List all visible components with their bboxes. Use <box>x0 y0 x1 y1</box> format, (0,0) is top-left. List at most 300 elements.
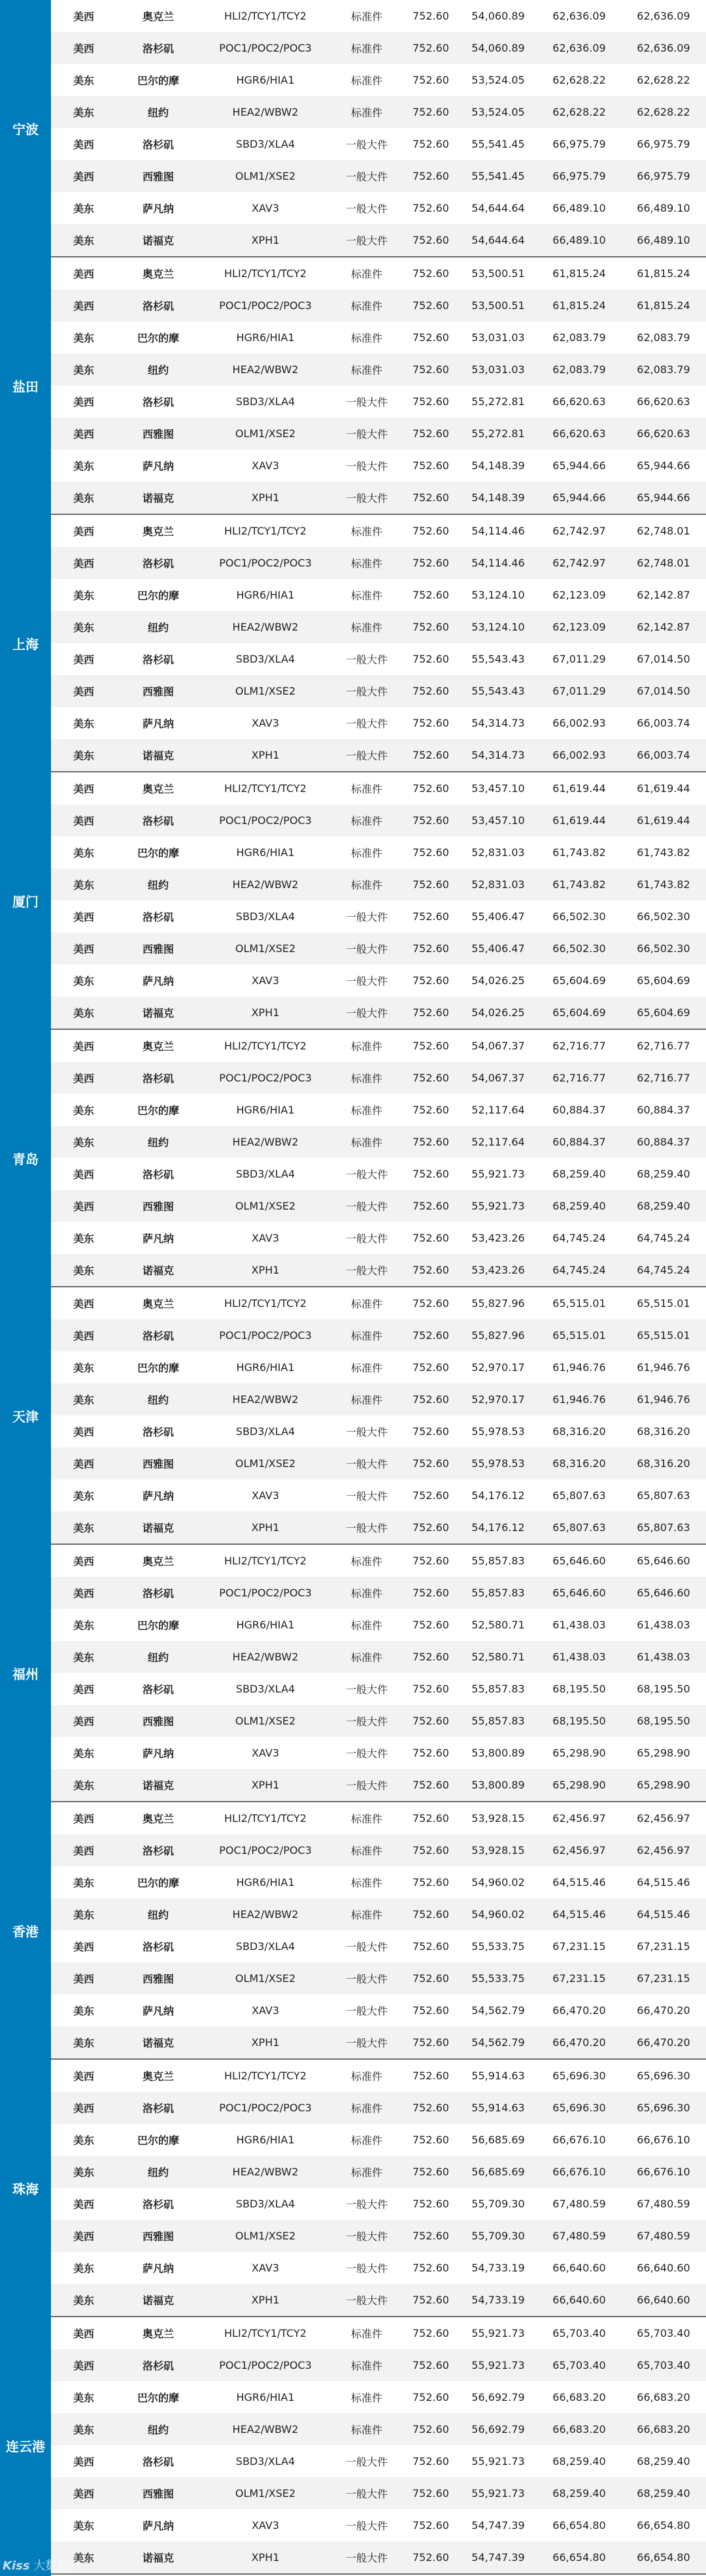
price-c-cell: 62,142.87 <box>637 621 690 633</box>
destination-cell: 纽约 <box>147 1651 169 1664</box>
container-type-cell: 标准件 <box>350 847 382 859</box>
price-a-cell: 55,543.43 <box>471 685 525 697</box>
destination-cell: 奥克兰 <box>142 1040 174 1053</box>
price-c-cell: 62,456.97 <box>637 1844 690 1857</box>
watermark-mark: Kiss <box>3 2559 30 2573</box>
price-c-cell: 66,654.80 <box>637 2519 690 2532</box>
container-type-cell: 标准件 <box>350 1555 382 1568</box>
rate-rows <box>51 1802 706 2058</box>
route-code-cell: HGR6/HIA1 <box>236 2391 295 2403</box>
destination-cell: 纽约 <box>147 1136 169 1149</box>
price-b-cell: 65,298.90 <box>552 1779 606 1791</box>
route-code-cell: POC1/POC2/POC3 <box>219 42 312 54</box>
price-c-cell: 66,683.20 <box>637 2391 690 2403</box>
price-a-cell: 54,314.73 <box>471 749 525 761</box>
container-type-cell: 标准件 <box>350 364 382 376</box>
base-fee-cell: 752.60 <box>412 1200 449 1212</box>
route-code-cell: XPH1 <box>251 234 280 246</box>
route-cell: 美东 <box>73 107 94 119</box>
price-a-cell: 54,747.39 <box>471 2519 525 2532</box>
price-b-cell: 65,696.30 <box>552 2102 606 2114</box>
rate-rows <box>51 0 706 256</box>
destination-cell: 洛杉矶 <box>142 1587 174 1600</box>
price-a-cell: 55,914.63 <box>471 2102 525 2114</box>
price-a-cell: 54,148.39 <box>471 459 525 472</box>
route-cell: 美东 <box>73 1490 94 1502</box>
container-type-cell: 一般大件 <box>345 1490 388 1502</box>
rate-rows <box>51 1545 706 1801</box>
price-b-cell: 61,438.03 <box>552 1619 606 1631</box>
price-c-cell: 65,944.66 <box>637 491 690 504</box>
route-code-cell: HEA2/WBW2 <box>232 1908 299 1921</box>
price-b-cell: 68,259.40 <box>552 2455 606 2468</box>
destination-cell: 西雅图 <box>142 1715 174 1728</box>
price-b-cell: 62,456.97 <box>552 1844 606 1857</box>
table-row <box>51 0 706 32</box>
port-label: 盐田 <box>0 257 51 514</box>
table-row <box>51 2092 706 2124</box>
route-cell: 美西 <box>73 300 94 312</box>
base-fee-cell: 752.60 <box>412 395 449 408</box>
route-cell: 美西 <box>73 1426 94 1438</box>
base-fee-cell: 752.60 <box>412 2519 449 2532</box>
route-code-cell: HEA2/WBW2 <box>232 2423 299 2436</box>
port-label: 上海 <box>0 515 51 771</box>
price-a-cell: 54,644.64 <box>471 234 525 246</box>
base-fee-cell: 752.60 <box>412 2423 449 2436</box>
destination-cell: 洛杉矶 <box>142 557 174 570</box>
price-c-cell: 65,696.30 <box>637 2102 690 2114</box>
price-c-cell: 64,745.24 <box>637 1264 690 1276</box>
price-b-cell: 66,683.20 <box>552 2423 606 2436</box>
route-code-cell: HEA2/WBW2 <box>232 1136 299 1148</box>
route-code-cell: HLI2/TCY1/TCY2 <box>224 1040 307 1052</box>
port-label: 连云港 <box>0 2317 51 2573</box>
price-b-cell: 62,742.97 <box>552 525 606 537</box>
base-fee-cell: 752.60 <box>412 782 449 795</box>
price-b-cell: 66,676.10 <box>552 2134 606 2146</box>
price-b-cell: 66,975.79 <box>552 170 606 182</box>
route-cell: 美西 <box>73 1330 94 1342</box>
price-a-cell: 54,960.02 <box>471 1876 525 1889</box>
price-b-cell: 66,975.79 <box>552 138 606 150</box>
route-code-cell: POC1/POC2/POC3 <box>219 299 312 312</box>
base-fee-cell: 752.60 <box>412 2036 449 2049</box>
price-c-cell: 61,743.82 <box>637 846 690 859</box>
price-b-cell: 65,515.01 <box>552 1297 606 1310</box>
container-type-cell: 标准件 <box>350 2328 382 2340</box>
route-cell: 美西 <box>73 428 94 440</box>
table-row <box>51 804 706 836</box>
destination-cell: 诺福克 <box>142 1007 174 1019</box>
base-fee-cell: 752.60 <box>412 1587 449 1599</box>
price-b-cell: 65,807.63 <box>552 1489 606 1502</box>
price-a-cell: 55,921.73 <box>471 1200 525 1212</box>
price-a-cell: 54,733.19 <box>471 2262 525 2274</box>
destination-cell: 洛杉矶 <box>142 1426 174 1438</box>
table-row <box>51 289 706 322</box>
price-c-cell: 66,620.63 <box>637 427 690 440</box>
base-fee-cell: 752.60 <box>412 2102 449 2114</box>
price-a-cell: 54,733.19 <box>471 2294 525 2306</box>
route-cell: 美西 <box>73 2230 94 2243</box>
price-b-cell: 60,884.37 <box>552 1136 606 1148</box>
route-code-cell: OLM1/XSE2 <box>235 2487 296 2500</box>
container-type-cell: 标准件 <box>350 332 382 344</box>
destination-cell: 洛杉矶 <box>142 300 174 312</box>
container-type-cell: 标准件 <box>350 1040 382 1053</box>
price-b-cell: 68,195.50 <box>552 1683 606 1695</box>
table-row <box>51 900 706 933</box>
route-code-cell: XPH1 <box>251 749 280 761</box>
container-type-cell: 一般大件 <box>345 911 388 923</box>
route-cell: 美东 <box>73 235 94 247</box>
price-c-cell: 61,815.24 <box>637 299 690 312</box>
route-code-cell: HGR6/HIA1 <box>236 2134 295 2146</box>
port-label: 香港 <box>0 1802 51 2058</box>
table-row <box>51 2156 706 2188</box>
price-b-cell: 68,316.20 <box>552 1457 606 1470</box>
table-row <box>51 1447 706 1479</box>
table-row <box>51 1962 706 1994</box>
base-fee-cell: 752.60 <box>412 1747 449 1759</box>
price-c-cell: 68,259.40 <box>637 2455 690 2468</box>
price-c-cell: 66,003.74 <box>637 717 690 729</box>
price-c-cell: 66,470.20 <box>637 2036 690 2049</box>
base-fee-cell: 752.60 <box>412 814 449 827</box>
price-a-cell: 52,580.71 <box>471 1651 525 1663</box>
route-cell: 美西 <box>73 557 94 570</box>
route-cell: 美东 <box>73 1104 94 1117</box>
container-type-cell: 标准件 <box>350 74 382 87</box>
price-c-cell: 61,946.76 <box>637 1361 690 1374</box>
table-row <box>51 450 706 482</box>
destination-cell: 巴尔的摩 <box>137 1104 179 1117</box>
table-row <box>51 611 706 643</box>
base-fee-cell: 752.60 <box>412 10 449 22</box>
route-cell: 美东 <box>73 1779 94 1792</box>
base-fee-cell: 752.60 <box>412 459 449 472</box>
route-cell: 美东 <box>73 621 94 634</box>
container-type-cell: 标准件 <box>350 1104 382 1117</box>
price-b-cell: 66,489.10 <box>552 234 606 246</box>
destination-cell: 西雅图 <box>142 943 174 955</box>
price-a-cell: 53,500.51 <box>471 299 525 312</box>
route-code-cell: HGR6/HIA1 <box>236 74 295 86</box>
route-cell: 美东 <box>73 2552 94 2564</box>
route-code-cell: HEA2/WBW2 <box>232 1651 299 1663</box>
container-type-cell: 标准件 <box>350 2166 382 2179</box>
base-fee-cell: 752.60 <box>412 1425 449 1438</box>
table-row <box>51 1126 706 1158</box>
destination-cell: 西雅图 <box>142 685 174 698</box>
route-code-cell: XPH1 <box>251 1006 280 1019</box>
price-a-cell: 55,709.30 <box>471 2198 525 2210</box>
price-b-cell: 66,620.63 <box>552 427 606 440</box>
price-a-cell: 53,124.10 <box>471 589 525 601</box>
price-c-cell: 66,502.30 <box>637 942 690 955</box>
route-cell: 美东 <box>73 718 94 730</box>
base-fee-cell: 752.60 <box>412 1812 449 1825</box>
route-cell: 美东 <box>73 879 94 891</box>
price-c-cell: 60,884.37 <box>637 1136 690 1148</box>
route-cell: 美东 <box>73 1522 94 1534</box>
container-type-cell: 标准件 <box>350 1909 382 1921</box>
price-b-cell: 61,438.03 <box>552 1651 606 1663</box>
destination-cell: 洛杉矶 <box>142 1072 174 1085</box>
price-b-cell: 67,231.15 <box>552 1972 606 1985</box>
price-c-cell: 65,696.30 <box>637 2070 690 2082</box>
container-type-cell: 一般大件 <box>345 975 388 987</box>
price-b-cell: 66,470.20 <box>552 2004 606 2017</box>
price-c-cell: 62,628.22 <box>637 74 690 86</box>
route-code-cell: XAV3 <box>251 1232 279 1244</box>
destination-cell: 诺福克 <box>142 235 174 247</box>
route-cell: 美西 <box>73 42 94 55</box>
destination-cell: 巴尔的摩 <box>137 589 179 602</box>
base-fee-cell: 752.60 <box>412 1361 449 1374</box>
table-row <box>51 1511 706 1544</box>
price-a-cell: 54,026.25 <box>471 1006 525 1019</box>
container-type-cell: 标准件 <box>350 525 382 538</box>
table-row <box>51 1737 706 1769</box>
destination-cell: 萨凡纳 <box>142 203 174 215</box>
table-row <box>51 2317 706 2349</box>
price-b-cell: 61,743.82 <box>552 878 606 891</box>
price-b-cell: 61,815.24 <box>552 299 606 312</box>
container-type-cell: 一般大件 <box>345 2488 388 2500</box>
price-b-cell: 65,696.30 <box>552 2070 606 2082</box>
port-group <box>12 515 706 772</box>
price-a-cell: 54,562.79 <box>471 2004 525 2017</box>
price-c-cell: 66,640.60 <box>637 2262 690 2274</box>
route-cell: 美东 <box>73 74 94 87</box>
price-a-cell: 55,857.83 <box>471 1555 525 1567</box>
route-code-cell: SBD3/XLA4 <box>235 2198 295 2210</box>
table-row <box>51 1222 706 1254</box>
route-code-cell: HEA2/WBW2 <box>232 363 299 376</box>
price-c-cell: 62,083.79 <box>637 331 690 344</box>
base-fee-cell: 752.60 <box>412 1940 449 1953</box>
container-type-cell: 一般大件 <box>345 2230 388 2243</box>
base-fee-cell: 752.60 <box>412 2004 449 2017</box>
price-b-cell: 62,636.09 <box>552 42 606 54</box>
base-fee-cell: 752.60 <box>412 1715 449 1727</box>
route-cell: 美东 <box>73 2424 94 2436</box>
route-cell: 美东 <box>73 750 94 762</box>
table-row <box>51 2220 706 2252</box>
base-fee-cell: 752.60 <box>412 1232 449 1244</box>
route-cell: 美西 <box>73 1715 94 1728</box>
table-row <box>51 386 706 418</box>
base-fee-cell: 752.60 <box>412 2198 449 2210</box>
price-b-cell: 65,604.69 <box>552 1006 606 1019</box>
container-type-cell: 标准件 <box>350 879 382 891</box>
route-cell: 美东 <box>73 1136 94 1149</box>
price-a-cell: 55,543.43 <box>471 653 525 665</box>
price-c-cell: 67,480.59 <box>637 2198 690 2210</box>
base-fee-cell: 752.60 <box>412 2455 449 2468</box>
price-b-cell: 61,946.76 <box>552 1393 606 1406</box>
price-b-cell: 65,646.60 <box>552 1555 606 1567</box>
price-a-cell: 52,831.03 <box>471 878 525 891</box>
container-type-cell: 一般大件 <box>345 1168 388 1181</box>
port-group <box>12 1545 706 1802</box>
route-code-cell: SBD3/XLA4 <box>235 653 295 665</box>
container-type-cell: 一般大件 <box>345 171 388 183</box>
base-fee-cell: 752.60 <box>412 1329 449 1342</box>
price-c-cell: 66,676.10 <box>637 2134 690 2146</box>
destination-cell: 萨凡纳 <box>142 975 174 987</box>
table-row <box>51 160 706 192</box>
route-cell: 美东 <box>73 1264 94 1277</box>
container-type-cell: 一般大件 <box>345 653 388 666</box>
price-a-cell: 53,423.26 <box>471 1264 525 1276</box>
container-type-cell: 标准件 <box>350 2424 382 2436</box>
price-a-cell: 55,978.53 <box>471 1425 525 1438</box>
table-row <box>51 2026 706 2058</box>
route-cell: 美东 <box>73 2294 94 2307</box>
price-b-cell: 65,703.40 <box>552 2327 606 2339</box>
destination-cell: 西雅图 <box>142 1973 174 1985</box>
route-code-cell: XAV3 <box>251 717 279 729</box>
price-a-cell: 52,970.17 <box>471 1393 525 1406</box>
base-fee-cell: 752.60 <box>412 1040 449 1052</box>
route-cell: 美东 <box>73 1619 94 1632</box>
container-type-cell: 一般大件 <box>345 2005 388 2017</box>
price-b-cell: 62,456.97 <box>552 1812 606 1825</box>
rate-rows <box>51 1287 706 1544</box>
base-fee-cell: 752.60 <box>412 491 449 504</box>
destination-cell: 纽约 <box>147 1909 169 1921</box>
route-code-cell: SBD3/XLA4 <box>235 1425 295 1438</box>
price-c-cell: 62,748.01 <box>637 525 690 537</box>
price-c-cell: 61,815.24 <box>637 267 690 280</box>
price-c-cell: 61,438.03 <box>637 1651 690 1663</box>
route-cell: 美东 <box>73 2520 94 2532</box>
destination-cell: 洛杉矶 <box>142 396 174 408</box>
base-fee-cell: 752.60 <box>412 2262 449 2274</box>
price-c-cell: 61,438.03 <box>637 1619 690 1631</box>
container-type-cell: 一般大件 <box>345 396 388 408</box>
table-row <box>51 836 706 868</box>
price-c-cell: 68,259.40 <box>637 1168 690 1180</box>
destination-cell: 巴尔的摩 <box>137 1619 179 1632</box>
destination-cell: 萨凡纳 <box>142 718 174 730</box>
route-cell: 美西 <box>73 911 94 923</box>
container-type-cell: 一般大件 <box>345 1232 388 1245</box>
rate-rows <box>51 2317 706 2573</box>
destination-cell: 洛杉矶 <box>142 1941 174 1953</box>
price-b-cell: 68,316.20 <box>552 1425 606 1438</box>
table-row <box>51 128 706 160</box>
destination-cell: 诺福克 <box>142 1264 174 1277</box>
price-b-cell: 66,654.80 <box>552 2519 606 2532</box>
price-c-cell: 62,636.09 <box>637 42 690 54</box>
price-a-cell: 54,060.89 <box>471 42 525 54</box>
price-b-cell: 62,123.09 <box>552 589 606 601</box>
container-type-cell: 一般大件 <box>345 1973 388 1985</box>
table-row <box>51 1641 706 1673</box>
base-fee-cell: 752.60 <box>412 1619 449 1631</box>
price-c-cell: 62,748.01 <box>637 557 690 569</box>
container-type-cell: 一般大件 <box>345 1264 388 1277</box>
route-cell: 美西 <box>73 1587 94 1600</box>
table-row <box>51 2541 706 2573</box>
route-cell: 美东 <box>73 2005 94 2017</box>
destination-cell: 西雅图 <box>142 2488 174 2500</box>
route-code-cell: POC1/POC2/POC3 <box>219 1844 312 1857</box>
route-cell: 美东 <box>73 1651 94 1664</box>
container-type-cell: 一般大件 <box>345 203 388 215</box>
route-code-cell: SBD3/XLA4 <box>235 1168 295 1180</box>
container-type-cell: 标准件 <box>350 1136 382 1149</box>
route-code-cell: HLI2/TCY1/TCY2 <box>224 267 307 280</box>
route-cell: 美西 <box>73 525 94 538</box>
route-code-cell: POC1/POC2/POC3 <box>219 2359 312 2371</box>
route-cell: 美东 <box>73 1232 94 1245</box>
price-a-cell: 53,457.10 <box>471 814 525 827</box>
route-code-cell: XPH1 <box>251 491 280 504</box>
base-fee-cell: 752.60 <box>412 1876 449 1889</box>
port-group <box>12 772 706 1030</box>
route-cell: 美东 <box>73 2134 94 2147</box>
watermark-text: 大数据网 <box>33 2559 81 2573</box>
price-c-cell: 65,646.60 <box>637 1587 690 1599</box>
base-fee-cell: 752.60 <box>412 685 449 697</box>
table-row <box>51 1479 706 1511</box>
price-c-cell: 68,259.40 <box>637 1200 690 1212</box>
route-code-cell: OLM1/XSE2 <box>235 427 296 440</box>
table-row <box>51 1030 706 1062</box>
price-b-cell: 66,002.93 <box>552 749 606 761</box>
container-type-cell: 一般大件 <box>345 1458 388 1470</box>
price-a-cell: 52,831.03 <box>471 846 525 859</box>
price-a-cell: 55,541.45 <box>471 170 525 182</box>
table-row <box>51 1545 706 1577</box>
container-type-cell: 一般大件 <box>345 2037 388 2049</box>
table-row <box>51 1802 706 1834</box>
destination-cell: 西雅图 <box>142 1458 174 1470</box>
route-code-cell: SBD3/XLA4 <box>235 1683 295 1695</box>
container-type-cell: 一般大件 <box>345 1941 388 1953</box>
price-a-cell: 56,692.79 <box>471 2391 525 2403</box>
route-cell: 美东 <box>73 332 94 344</box>
price-a-cell: 54,176.12 <box>471 1489 525 1502</box>
price-a-cell: 53,928.15 <box>471 1844 525 1857</box>
price-a-cell: 55,921.73 <box>471 2359 525 2371</box>
route-cell: 美西 <box>73 396 94 408</box>
container-type-cell: 标准件 <box>350 815 382 827</box>
table-row <box>51 933 706 965</box>
price-a-cell: 52,117.64 <box>471 1136 525 1148</box>
rate-rows <box>51 1030 706 1286</box>
base-fee-cell: 752.60 <box>412 2230 449 2242</box>
container-type-cell: 一般大件 <box>345 718 388 730</box>
route-code-cell: POC1/POC2/POC3 <box>219 1329 312 1342</box>
destination-cell: 奥克兰 <box>142 1813 174 1825</box>
price-b-cell: 66,620.63 <box>552 395 606 408</box>
table-row <box>51 1769 706 1801</box>
route-code-cell: XPH1 <box>251 1264 280 1276</box>
container-type-cell: 一般大件 <box>345 139 388 151</box>
price-a-cell: 56,692.79 <box>471 2423 525 2436</box>
route-cell: 美西 <box>73 1200 94 1213</box>
route-code-cell: HLI2/TCY1/TCY2 <box>224 2070 307 2082</box>
destination-cell: 西雅图 <box>142 171 174 183</box>
price-b-cell: 60,884.37 <box>552 1104 606 1116</box>
price-b-cell: 66,470.20 <box>552 2036 606 2049</box>
